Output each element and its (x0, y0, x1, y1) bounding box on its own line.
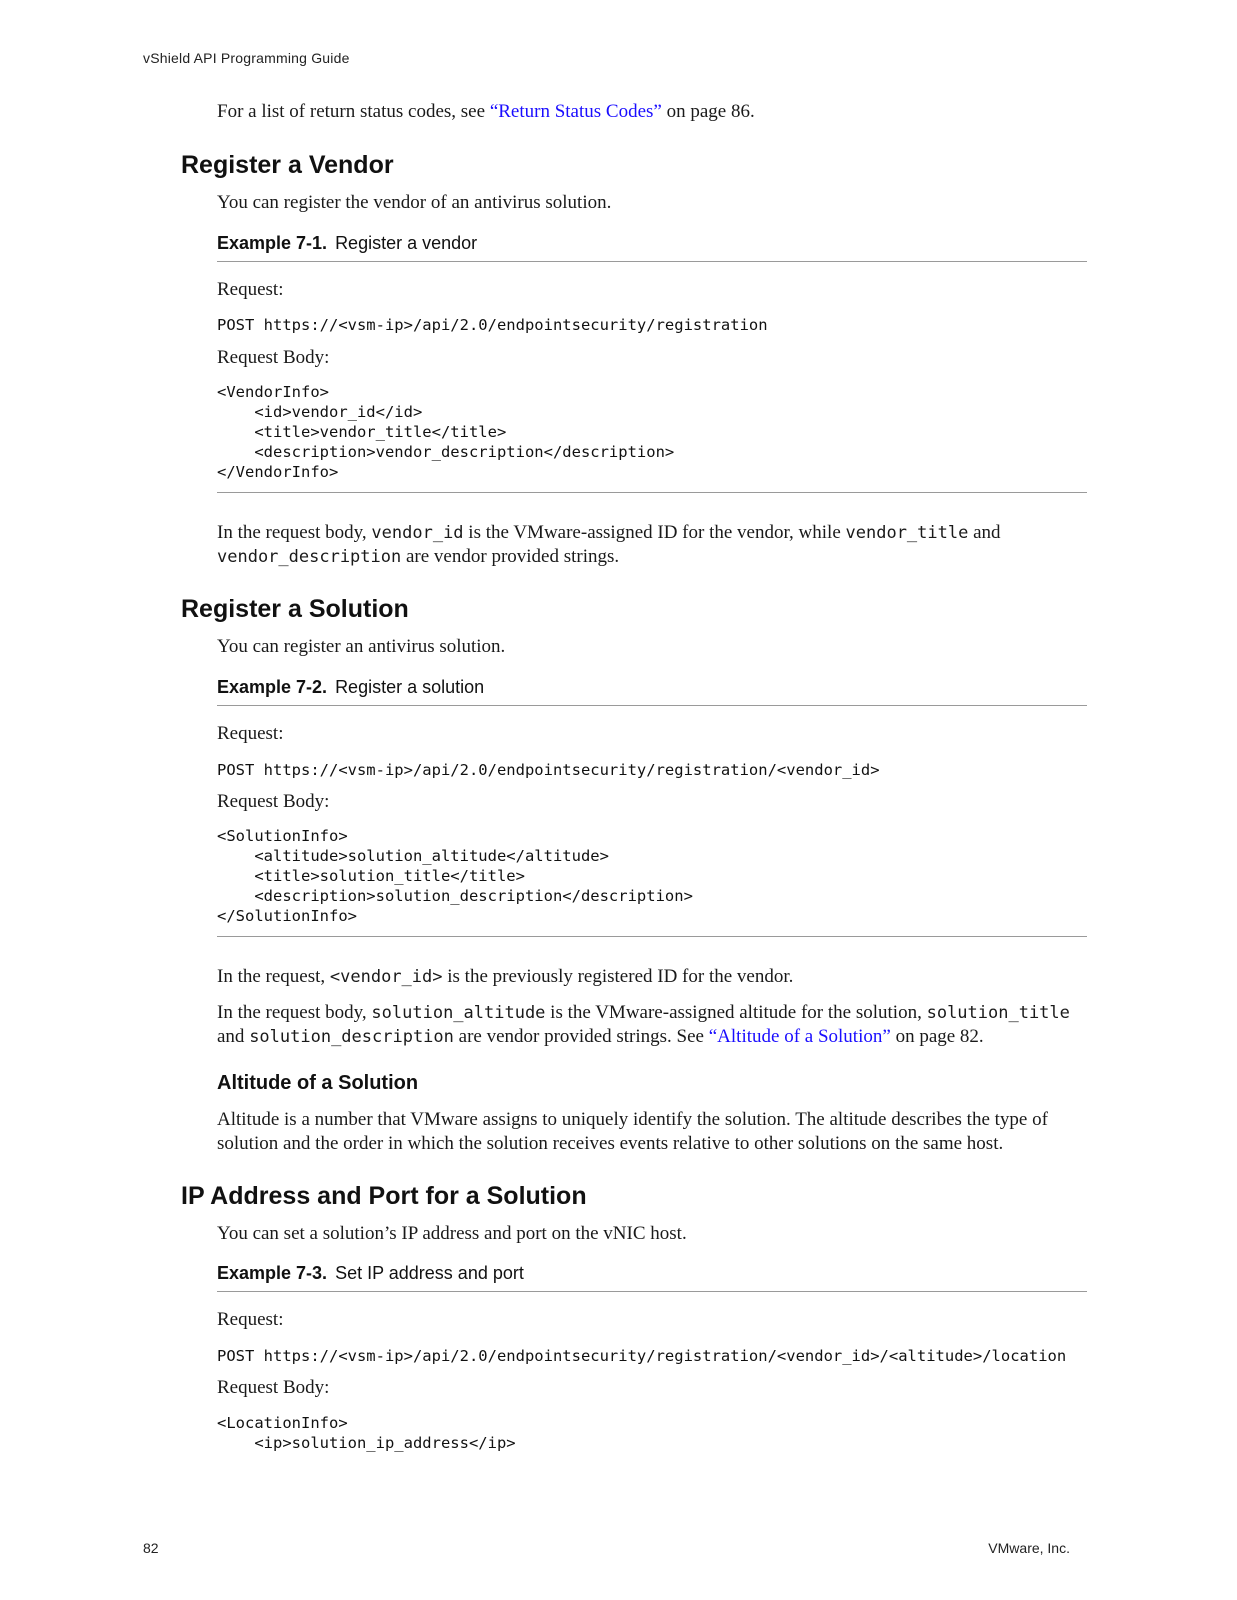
divider (217, 936, 1087, 937)
note-text: In the request body, (217, 522, 372, 543)
note-text: is the VMware-assigned altitude for the solution, (545, 1002, 927, 1023)
vendor-note (217, 521, 1087, 569)
divider (217, 1291, 1087, 1292)
intro-text: For a list of return status codes, see (217, 101, 490, 122)
example-7-1-title (217, 233, 477, 254)
solution-request-body: <SolutionInfo> <altitude>solution_altitude</altitude> <title>solution_title</title> <description>solution_description</description> </SolutionInfo> (217, 827, 693, 925)
request-body-label: Request Body: (217, 347, 330, 368)
example-7-3-title (217, 1263, 524, 1284)
example-title-text: Register a solution (335, 677, 485, 697)
note-text: are vendor provided strings. See (453, 1026, 709, 1047)
altitude-paragraph: Altitude is a number that VMware assigns to uniquely identify the solution. The altitude describes the type of solution and the order in which the solution receives events relative to other solutions on the same host. (217, 1109, 1048, 1154)
running-header: vShield API Programming Guide (143, 50, 350, 66)
note-text: In the request body, (217, 1002, 372, 1023)
register-solution-heading: Register a Solution (181, 595, 409, 623)
solution-note-2 (217, 1001, 1087, 1049)
solution-request-url: POST https://<vsm-ip>/api/2.0/endpointsecurity/registration/<vendor_id> (217, 761, 880, 779)
note-text: is the previously registered ID for the vendor. (442, 966, 794, 987)
register-vendor-intro: You can register the vendor of an antivirus solution. (217, 192, 612, 213)
note-text: and (217, 1026, 250, 1047)
ip-port-heading: IP Address and Port for a Solution (181, 1182, 587, 1210)
location-request-url: POST https://<vsm-ip>/api/2.0/endpointsecurity/registration/<vendor_id>/<altitude>/location (217, 1347, 1067, 1365)
note-text: on page 82. (890, 1026, 984, 1047)
request-label: Request: (217, 279, 284, 300)
inline-code: solution_title (926, 1003, 1070, 1023)
altitude-of-a-solution-link[interactable]: “Altitude of a Solution” (708, 1026, 891, 1047)
inline-code: <vendor_id> (329, 967, 443, 987)
example-number: Example 7-3. (217, 1263, 328, 1283)
inline-code: solution_description (249, 1027, 454, 1047)
request-label: Request: (217, 1309, 284, 1330)
divider (217, 705, 1087, 706)
altitude-heading: Altitude of a Solution (217, 1072, 419, 1094)
page-number: 82 (143, 1540, 159, 1556)
inline-code: solution_altitude (371, 1003, 546, 1023)
vendor-request-url: POST https://<vsm-ip>/api/2.0/endpointsecurity/registration (217, 316, 768, 334)
register-solution-intro: You can register an antivirus solution. (217, 636, 506, 657)
note-text: are vendor provided strings. (401, 546, 620, 567)
vendor-request-body: <VendorInfo> <id>vendor_id</id> <title>vendor_title</title> <description>vendor_description</description> </VendorInfo> (217, 383, 675, 481)
ip-port-intro: You can set a solution’s IP address and port on the vNIC host. (217, 1223, 687, 1244)
intro-text-after: on page 86. (661, 101, 755, 122)
note-text: and (968, 522, 1001, 543)
register-vendor-heading: Register a Vendor (181, 151, 394, 179)
divider (217, 261, 1087, 262)
note-text: is the VMware-assigned ID for the vendor, while (463, 522, 846, 543)
request-body-label: Request Body: (217, 791, 330, 812)
request-body-label: Request Body: (217, 1377, 330, 1398)
example-title-text: Register a vendor (335, 233, 478, 253)
note-text: In the request, (217, 966, 330, 987)
intro-paragraph (217, 100, 1087, 124)
footer-company: VMware, Inc. (988, 1540, 1070, 1556)
location-request-body: <LocationInfo> <ip>solution_ip_address</ip> (217, 1414, 516, 1452)
example-title-text: Set IP address and port (335, 1263, 524, 1283)
request-label: Request: (217, 723, 284, 744)
example-number: Example 7-1. (217, 233, 328, 253)
example-number: Example 7-2. (217, 677, 328, 697)
example-7-2-title (217, 677, 484, 698)
divider (217, 492, 1087, 493)
inline-code: vendor_title (845, 523, 969, 543)
inline-code: vendor_description (217, 547, 402, 567)
solution-note-1 (217, 965, 1087, 989)
inline-code: vendor_id (371, 523, 464, 543)
return-status-codes-link[interactable]: “Return Status Codes” (489, 101, 662, 122)
